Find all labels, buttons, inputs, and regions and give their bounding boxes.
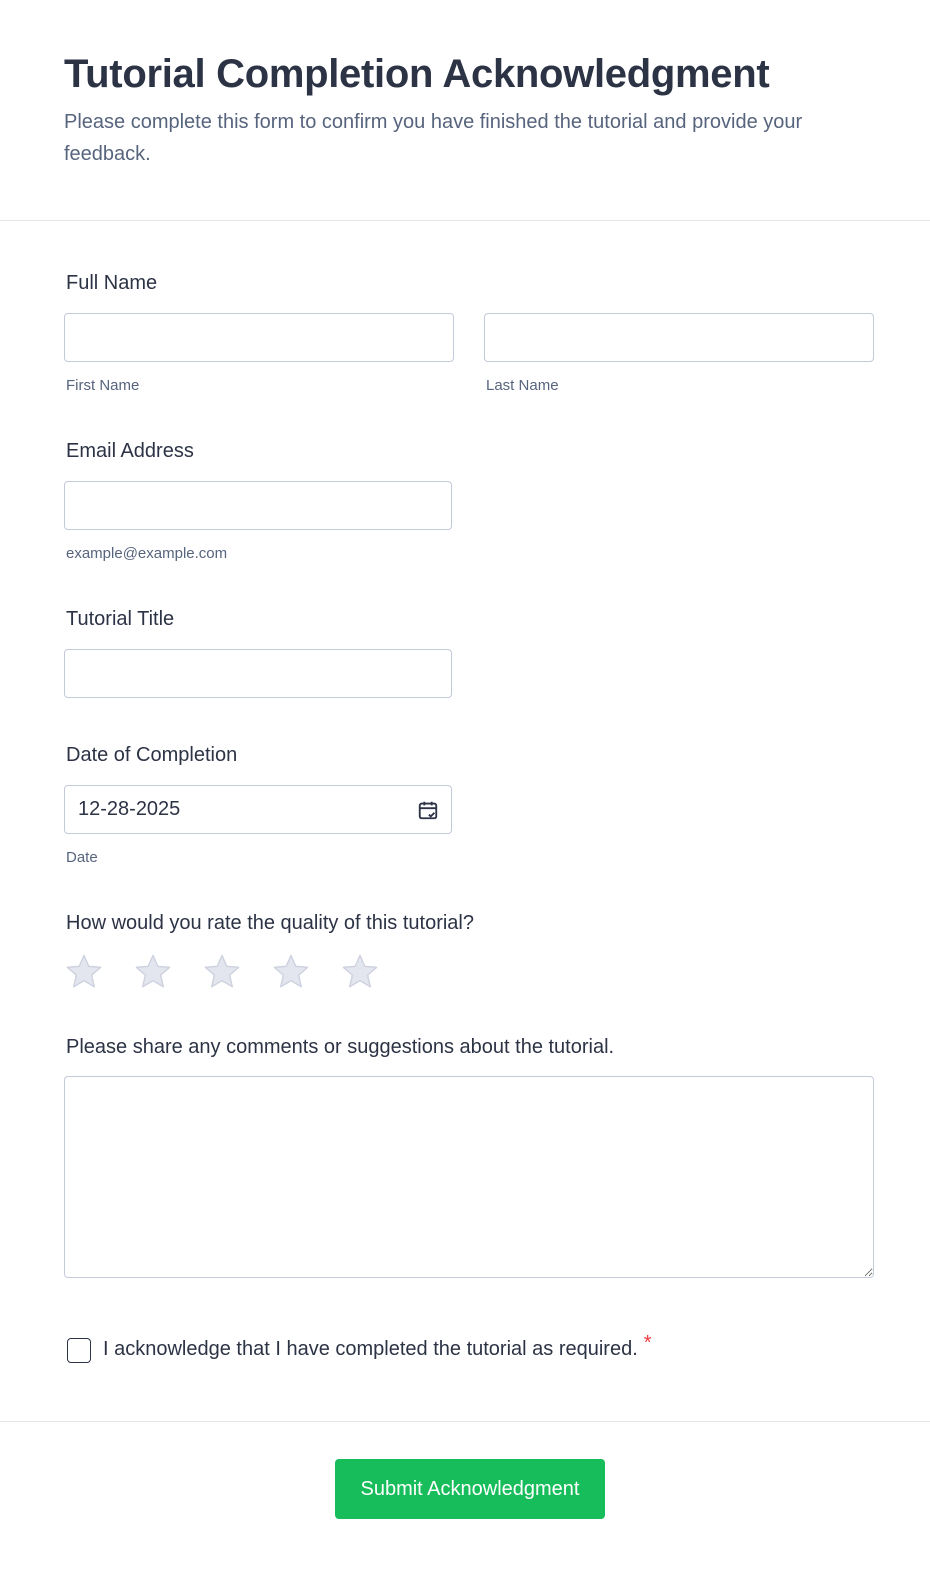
email-label: Email Address bbox=[66, 440, 194, 462]
first-name-sublabel: First Name bbox=[66, 377, 140, 394]
star-5-icon[interactable] bbox=[340, 952, 380, 992]
date-label: Date of Completion bbox=[66, 744, 238, 766]
email-sublabel: example@example.com bbox=[66, 545, 228, 562]
acknowledge-text: I acknowledge that I have completed the tutorial as required. bbox=[103, 1338, 638, 1360]
email-input[interactable] bbox=[64, 481, 452, 530]
tutorial-title-label: Tutorial Title bbox=[66, 608, 175, 630]
first-name-input[interactable] bbox=[64, 313, 454, 362]
acknowledge-label[interactable] bbox=[103, 1332, 652, 1361]
full-name-label: Full Name bbox=[66, 272, 158, 294]
last-name-sublabel: Last Name bbox=[486, 377, 559, 394]
star-3-icon[interactable] bbox=[202, 952, 242, 992]
star-1-icon[interactable] bbox=[64, 952, 104, 992]
date-value: 12-28-2025 bbox=[78, 798, 181, 820]
comments-textarea[interactable] bbox=[64, 1076, 874, 1278]
footer-divider bbox=[0, 1421, 930, 1422]
date-sublabel: Date bbox=[66, 849, 98, 866]
date-input[interactable] bbox=[64, 785, 452, 834]
rating-label: How would you rate the quality of this tutorial? bbox=[66, 912, 474, 934]
star-2-icon[interactable] bbox=[133, 952, 173, 992]
comments-label: Please share any comments or suggestions about the tutorial. bbox=[66, 1036, 615, 1058]
submit-button[interactable]: Submit Acknowledgment bbox=[335, 1459, 605, 1519]
calendar-check-icon[interactable] bbox=[417, 799, 439, 821]
last-name-input[interactable] bbox=[484, 313, 874, 362]
divider bbox=[0, 220, 930, 221]
form-description: Please complete this form to confirm you have finished the tutorial and provide your feedback. bbox=[64, 111, 803, 165]
form-title: Tutorial Completion Acknowledgment bbox=[64, 52, 770, 96]
star-4-icon[interactable] bbox=[271, 952, 311, 992]
tutorial-title-input[interactable] bbox=[64, 649, 452, 698]
required-mark: * bbox=[643, 1332, 652, 1354]
acknowledge-checkbox[interactable] bbox=[67, 1338, 91, 1363]
